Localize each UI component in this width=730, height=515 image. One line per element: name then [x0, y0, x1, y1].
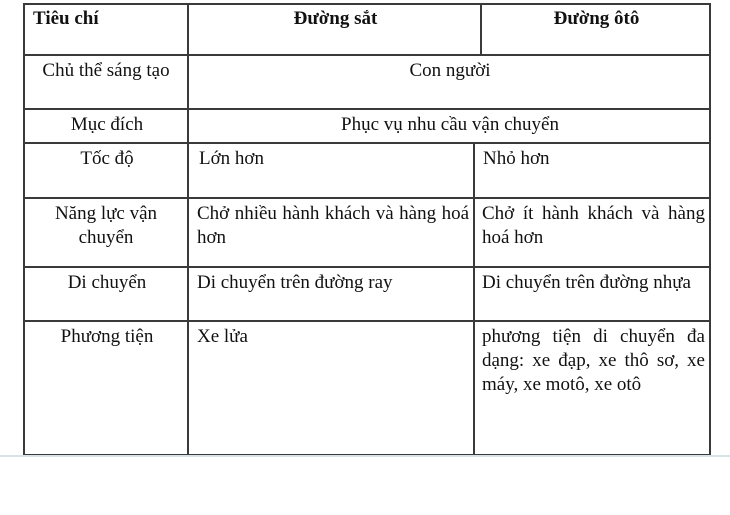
row-divider	[23, 108, 711, 110]
row-criterion: Năng lực vận chuyển	[54, 203, 158, 248]
row-criterion: Mục đích	[70, 114, 144, 135]
road-value: phương tiện di chuyển đa dạng: xe đạp, xe thô sơ, xe máy, xe motô, xe otô	[482, 326, 705, 395]
header-railway: Đường sắt	[293, 8, 378, 29]
row-criterion: Di chuyển	[67, 272, 147, 293]
header-road: Đường ôtô	[553, 8, 640, 29]
row-divider	[23, 142, 711, 144]
road-value: Di chuyển trên đường nhựa	[482, 272, 691, 293]
merged-value: Phục vụ nhu cầu vận chuyển	[341, 114, 559, 135]
page-separator	[0, 455, 730, 457]
row-criterion: Chủ thể sáng tạo	[42, 60, 170, 81]
merged-value: Con người	[409, 60, 491, 81]
table-border-right	[709, 3, 711, 456]
row-divider	[23, 320, 711, 322]
road-value: Chở ít hành khách và hàng hoá hơn	[482, 203, 705, 248]
row-divider	[23, 54, 711, 56]
railway-value: Di chuyển trên đường ray	[197, 272, 393, 293]
row-criterion: Tốc độ	[80, 148, 134, 169]
row-divider	[23, 266, 711, 268]
railway-value: Lớn hơn	[199, 148, 264, 169]
road-value: Nhỏ hơn	[483, 148, 550, 169]
railway-value: Chở nhiều hành khách và hàng hoá hơn	[197, 203, 469, 248]
row-divider	[23, 197, 711, 199]
railway-value: Xe lửa	[197, 326, 248, 347]
row-criterion: Phương tiện	[60, 326, 154, 347]
header-criterion: Tiêu chí	[33, 8, 99, 29]
